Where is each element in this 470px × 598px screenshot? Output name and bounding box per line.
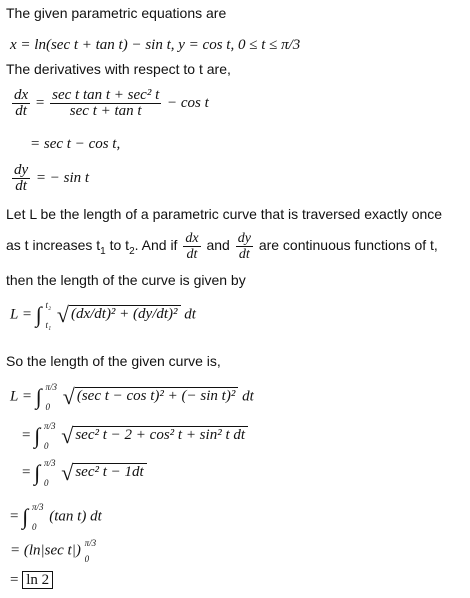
dxdt-simplified: = sec t − cos t,: [30, 136, 121, 152]
step-3: = ∫ π/3 0 √ sec² t − 1dt: [22, 458, 147, 488]
dxdt-tail: − cos t: [167, 94, 209, 111]
arc-length-line1: Let L be the length of a parametric curve that is traversed exactly once: [6, 206, 443, 222]
integral-limits: t₂ t₁: [45, 300, 52, 330]
step-4: = ∫ π/3 0 (tan t) dt: [10, 502, 102, 532]
dxdt-equation: $\frac{dx}{dt}$ = $\frac{\text{sec t tan t + sec² t}}{\text{sec t + tan t}}$ − cos t: [14, 87, 209, 119]
dxdt-lhs: $\frac{dx}{dt}$: [14, 87, 29, 119]
parametric-equations: [10, 37, 300, 54]
integral-sign: ∫: [35, 302, 42, 327]
dxdt-fraction: $\frac{\text{sec t tan t + sec² t}}{\text{sec t + tan t}}$: [52, 87, 160, 119]
answer-box: ln 2: [22, 571, 53, 589]
y-equation: y = cos t,: [178, 37, 235, 53]
arc-length-line3: then the length of the curve is given by: [6, 272, 246, 288]
dxdt-inline: $\frac{dx}{dt}$: [185, 231, 199, 262]
step-1: L = ∫ π/3 0 √ (sec t − cos t)² + (− sin t)² dt: [10, 382, 254, 412]
t-range: 0 ≤ t ≤ π/3: [237, 37, 301, 53]
step-5: = (ln|sec t|) π/3 0: [10, 538, 97, 564]
final-answer: = ln 2: [10, 572, 53, 589]
formula-radicand: (dx/dt)² + (dy/dt)²: [69, 305, 181, 323]
arc-length-line2: as t increases $t_1$ to $t_2$. And if $\frac{dx}{dt}$ and $\frac{dy}{dt}$ are continuous functions of t,: [6, 231, 438, 262]
arc-length-formula: L = ∫ t₂ t₁ √ (dx/dt)² + (dy/dt)² dt: [10, 300, 196, 330]
sqrt-icon: √: [62, 384, 75, 409]
sqrt-icon: √: [61, 423, 74, 448]
dydt-inline: $\frac{dy}{dt}$: [237, 231, 251, 262]
sqrt-icon: √: [56, 302, 69, 327]
step-2: = ∫ π/3 0 √ sec² t − 2 + cos² t + sin² t dt: [22, 421, 248, 451]
intro-text: The given parametric equations are: [6, 5, 227, 21]
sqrt-icon: √: [61, 460, 74, 485]
dydt-lhs: $\frac{dy}{dt}$: [14, 162, 29, 194]
dydt-equation: [10, 163, 89, 194]
so-text: So the length of the given curve is,: [6, 353, 221, 369]
x-equation: x = ln(sec t + tan t) − sin t,: [10, 37, 175, 53]
derivatives-text: The derivatives with respect to t are,: [6, 61, 231, 77]
dydt-rhs: = − sin t: [35, 169, 90, 186]
